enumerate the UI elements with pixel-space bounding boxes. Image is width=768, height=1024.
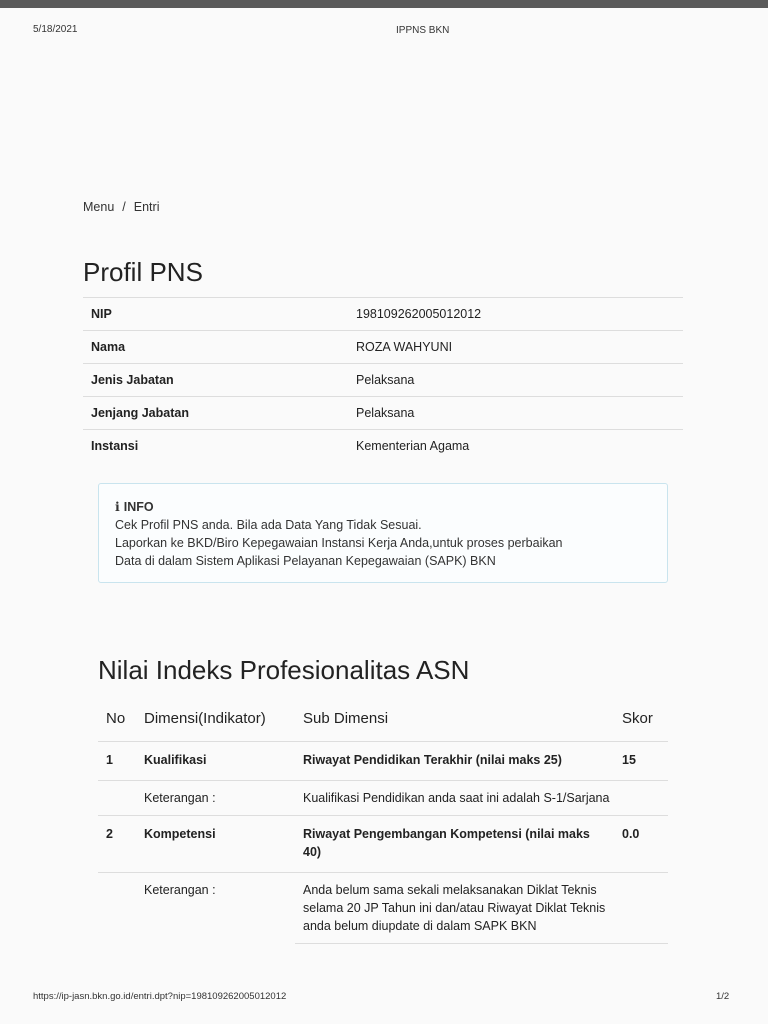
print-date: 5/18/2021: [33, 24, 78, 35]
profile-label: Jenis Jabatan: [83, 364, 348, 397]
info-line: Data di dalam Sistem Aplikasi Pelayanan Kepegawaian (SAPK) BKN: [115, 554, 496, 568]
row-no: 2: [98, 816, 136, 873]
column-header-no: No: [106, 710, 126, 727]
keterangan-label: Keterangan :: [136, 873, 295, 944]
table-row: [98, 742, 668, 781]
column-header-sub-dimensi: Sub Dimensi: [303, 710, 389, 727]
keterangan-text: Anda belum sama sekali melaksanakan Diklat Teknis selama 20 JP Tahun ini dan/atau Riwayat Diklat Teknis anda belum diupdate di dalam SAPK BKN: [295, 873, 668, 944]
print-title: IPPNS BKN: [396, 25, 450, 36]
table-row: [98, 816, 668, 873]
breadcrumb-item-menu[interactable]: Menu: [83, 200, 115, 214]
print-page-number: 1/2: [716, 991, 730, 1002]
breadcrumb-item-entri: Entri: [133, 200, 160, 214]
table-header-row: [98, 700, 668, 742]
profile-value: 198109262005012012: [348, 298, 683, 331]
info-line: Laporkan ke BKD/Biro Kepegawaian Instansi Kerja Anda,untuk proses perbaikan: [115, 536, 563, 550]
row-sub-dimensi: Riwayat Pendidikan Terakhir (nilai maks 25): [295, 742, 614, 781]
info-icon: i: [115, 499, 120, 514]
row-skor: 15: [614, 742, 668, 781]
table-row-keterangan: [98, 781, 668, 816]
row-dimensi: Kompetensi: [136, 816, 295, 873]
info-heading: INFO: [123, 500, 154, 514]
row-sub-dimensi: Riwayat Pengembangan Kompetensi (nilai maks 40): [295, 816, 614, 873]
profile-value: Pelaksana: [348, 397, 683, 430]
profile-label: NIP: [83, 298, 348, 331]
info-line: Cek Profil PNS anda. Bila ada Data Yang Tidak Sesuai.: [115, 518, 422, 532]
column-header-skor: Skor: [622, 710, 653, 727]
row-no: 1: [98, 742, 136, 781]
info-heading-row: [115, 498, 667, 516]
nilai-table: [98, 700, 668, 944]
table-row: [83, 331, 683, 364]
table-row: [83, 364, 683, 397]
table-row: [83, 397, 683, 430]
profile-value: Kementerian Agama: [348, 430, 683, 463]
table-row: [83, 298, 683, 331]
profile-value: Pelaksana: [348, 364, 683, 397]
profile-value: ROZA WAHYUNI: [348, 331, 683, 364]
info-alert: [98, 483, 668, 583]
table-row: [83, 430, 683, 463]
column-header-dimensi: Dimensi(Indikator): [144, 710, 266, 727]
profile-label: Nama: [83, 331, 348, 364]
keterangan-text: Kualifikasi Pendidikan anda saat ini adalah S-1/Sarjana: [295, 781, 668, 816]
breadcrumb: [83, 200, 159, 214]
empty-cell: [98, 781, 136, 816]
profile-label: Instansi: [83, 430, 348, 463]
breadcrumb-separator: /: [122, 200, 126, 214]
profile-table: [83, 297, 683, 462]
keterangan-label: Keterangan :: [136, 781, 295, 816]
row-skor: 0.0: [614, 816, 668, 873]
scan-top-edge: [0, 0, 768, 8]
row-dimensi: Kualifikasi: [136, 742, 295, 781]
profile-label: Jenjang Jabatan: [83, 397, 348, 430]
table-row-keterangan: [98, 873, 668, 944]
section-title: Nilai Indeks Profesionalitas ASN: [98, 655, 470, 685]
empty-cell: [98, 873, 136, 944]
print-footer-url: https://ip-jasn.bkn.go.id/entri.dpt?nip=198109262005012012: [33, 991, 287, 1002]
page-title: Profil PNS: [83, 257, 203, 287]
